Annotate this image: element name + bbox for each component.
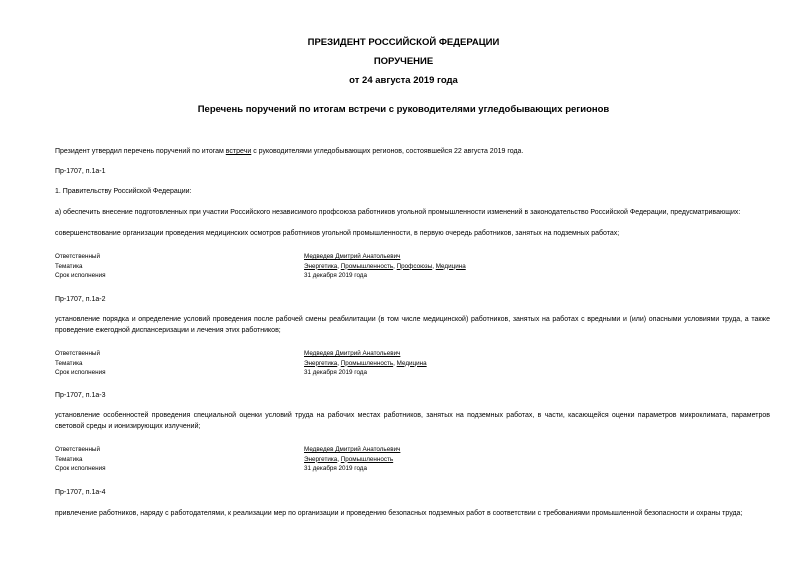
meta-row-deadline	[55, 368, 770, 378]
item-code: Пр-1707, п.1а-3	[55, 392, 106, 399]
meta-row-topics: Тематика Энергетика, Промышленность, Медицина	[55, 359, 427, 367]
item-text: установление особенностей проведения специальной оценки условий труда на рабочих местах работников, занятых на подземных работах, в части, касающейся оценки параметров микроклимата, параметров световой среды и ионизирующих излучений;	[55, 412, 770, 430]
topic-link[interactable]: Медицина	[396, 359, 427, 367]
topic-link[interactable]: Промышленность	[340, 455, 394, 463]
topic-link[interactable]: Энергетика	[304, 359, 338, 367]
topic-link[interactable]: Энергетика	[304, 455, 338, 463]
responsible-link[interactable]: Медведев Дмитрий Анатольевич	[304, 446, 401, 453]
meta-row-responsible	[55, 445, 770, 455]
responsible-label: Ответственный	[55, 350, 100, 357]
topics-label: Тематика	[55, 359, 83, 367]
meta-row-topics: Тематика Энергетика, Промышленность, Профсоюзы, Медицина	[55, 262, 466, 270]
deadline-label: Срок исполнения	[55, 369, 106, 376]
item-heading: 1. Правительству Российской Федерации:	[55, 188, 192, 195]
item-text: привлечение работников, наряду с работодателями, к реализации мер по организации и проведению безопасных подземных работ в соответствии с требованиями промышленной безопасности и охраны труда;	[55, 510, 743, 517]
deadline-label: Срок исполнения	[55, 272, 106, 279]
meta-row-responsible	[55, 252, 770, 262]
intro-text-after: с руководителями угледобывающих регионов, состоявшейся 22 августа 2019 года.	[251, 148, 524, 155]
document-title: Перечень поручений по итогам встречи с руководителями угледобывающих регионов	[197, 104, 610, 115]
meta-row-deadline	[55, 271, 770, 281]
item-code: Пр-1707, п.1а-4	[55, 489, 106, 496]
responsible-label: Ответственный	[55, 446, 100, 453]
deadline-value: 31 декабря 2019 года	[304, 272, 367, 279]
item-meta	[55, 252, 770, 281]
document-type: ПОРУЧЕНИЕ	[373, 56, 434, 67]
deadline-label: Срок исполнения	[55, 465, 106, 472]
deadline-value: 31 декабря 2019 года	[304, 369, 367, 376]
topic-link[interactable]: Профсоюзы	[396, 262, 433, 270]
intro-paragraph	[55, 146, 770, 157]
item-code: Пр-1707, п.1а-1	[55, 168, 106, 175]
item-meta	[55, 445, 770, 474]
topic-link[interactable]: Промышленность	[340, 262, 394, 270]
topics-label: Тематика	[55, 455, 83, 463]
meta-row-responsible	[55, 349, 770, 359]
topic-link[interactable]: Промышленность	[340, 359, 394, 367]
item-meta	[55, 349, 770, 378]
meta-row-topics: Тематика Энергетика, Промышленность	[55, 455, 394, 463]
responsible-label: Ответственный	[55, 253, 100, 260]
item-code: Пр-1707, п.1а-2	[55, 296, 106, 303]
item-text: совершенствование организации проведения медицинских осмотров работников угольной промышленности, в первую очередь работников, занятых на подземных работах;	[55, 230, 620, 237]
item-subheading: а) обеспечить внесение подготовленных при участии Российского независимого профсоюза работников угольной промышленности изменений в законодательство Российской Федерации, предусматривающих:	[55, 209, 741, 216]
meta-row-deadline	[55, 464, 770, 474]
item-text: установление порядка и определение условий проведения после рабочей смены реабилитации (в том числе медицинской) работников, занятых на работах с вредными и (или) опасными условиями труда, а также проведение ежегодной диспансеризации и лечения этих работников;	[55, 316, 770, 334]
topic-link[interactable]: Медицина	[435, 262, 466, 270]
document-date: от 24 августа 2019 года	[349, 75, 458, 86]
meeting-link[interactable]: встречи	[225, 148, 252, 155]
responsible-link[interactable]: Медведев Дмитрий Анатольевич	[304, 253, 401, 260]
deadline-value: 31 декабря 2019 года	[304, 465, 367, 472]
topics-label: Тематика	[55, 262, 83, 270]
topic-link[interactable]: Энергетика	[304, 262, 338, 270]
responsible-link[interactable]: Медведев Дмитрий Анатольевич	[304, 350, 401, 357]
intro-text-before: Президент утвердил перечень поручений по итогам	[55, 148, 226, 155]
issuer-title: ПРЕЗИДЕНТ РОССИЙСКОЙ ФЕДЕРАЦИИ	[307, 37, 500, 48]
